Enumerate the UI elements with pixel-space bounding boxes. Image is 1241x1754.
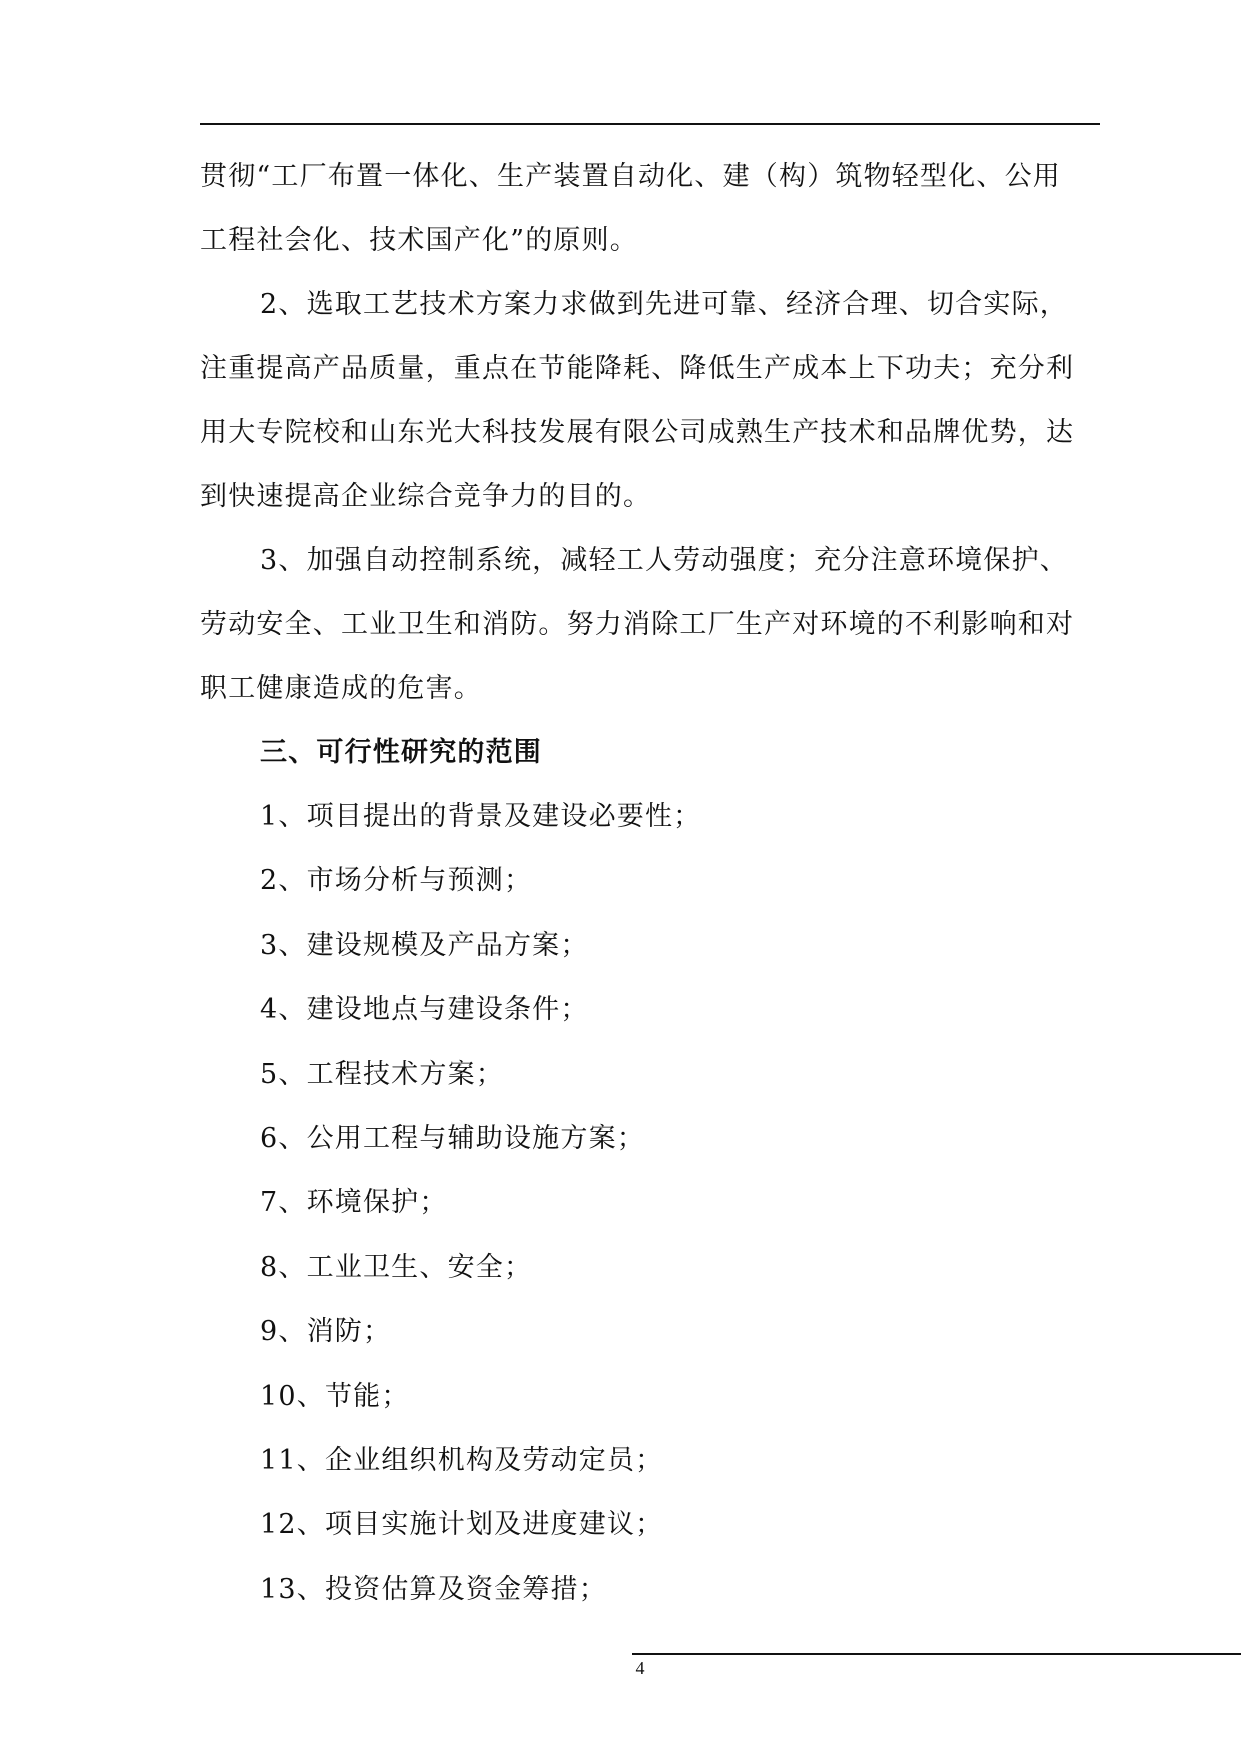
- text-line: 2、选取工艺技术方案力求做到先进可靠、经济合理、切合实际，: [260, 289, 1068, 320]
- text-line: 职工健康造成的危害。: [200, 673, 482, 704]
- scope-list: [200, 785, 1100, 1622]
- document-body: [200, 145, 1100, 1622]
- list-item: 5、工程技术方案；: [260, 1058, 504, 1090]
- text-line: 用大专院校和山东光大科技发展有限公司成熟生产技术和品牌优势，达: [200, 417, 1075, 448]
- paragraph-technology: [200, 273, 1100, 529]
- list-item: 2、市场分析与预测；: [260, 865, 533, 897]
- list-item: 10、节能；: [260, 1380, 410, 1412]
- page-number: 4: [635, 1658, 645, 1678]
- text-line: 贯彻“工厂布置一体化、生产装置自动化、建（构）筑物轻型化、公用: [200, 161, 1062, 192]
- header-rule: [200, 123, 1100, 125]
- list-item: 13、投资估算及资金筹措；: [260, 1573, 607, 1605]
- text-line: 到快速提高企业综合竞争力的目的。: [200, 481, 652, 512]
- list-item: 9、消防；: [260, 1316, 392, 1348]
- list-item: 12、项目实施计划及进度建议；: [260, 1509, 664, 1541]
- text-line: 注重提高产品质量，重点在节能降耗、降低生产成本上下功夫；充分利: [200, 353, 1075, 384]
- footer-rule: [632, 1653, 1241, 1655]
- paragraph-principles: [200, 145, 1100, 273]
- section-heading: 三、可行性研究的范围: [260, 737, 542, 768]
- list-item: 11、企业组织机构及劳动定员；: [260, 1445, 664, 1477]
- list-item: 7、环境保护；: [260, 1187, 448, 1219]
- text-line: 工程社会化、技术国产化”的原则。: [200, 225, 639, 256]
- list-item: 4、建设地点与建设条件；: [260, 994, 589, 1026]
- list-item: 8、工业卫生、安全；: [260, 1251, 533, 1283]
- list-item: 1、项目提出的背景及建设必要性；: [260, 801, 702, 832]
- text-line: 3、加强自动控制系统，减轻工人劳动强度；充分注意环境保护、: [260, 545, 1068, 576]
- text-line: 劳动安全、工业卫生和消防。努力消除工厂生产对环境的不利影响和对: [200, 609, 1075, 640]
- paragraph-safety: [200, 529, 1100, 721]
- list-item: 3、建设规模及产品方案；: [260, 929, 589, 961]
- list-item: 6、公用工程与辅助设施方案；: [260, 1123, 645, 1155]
